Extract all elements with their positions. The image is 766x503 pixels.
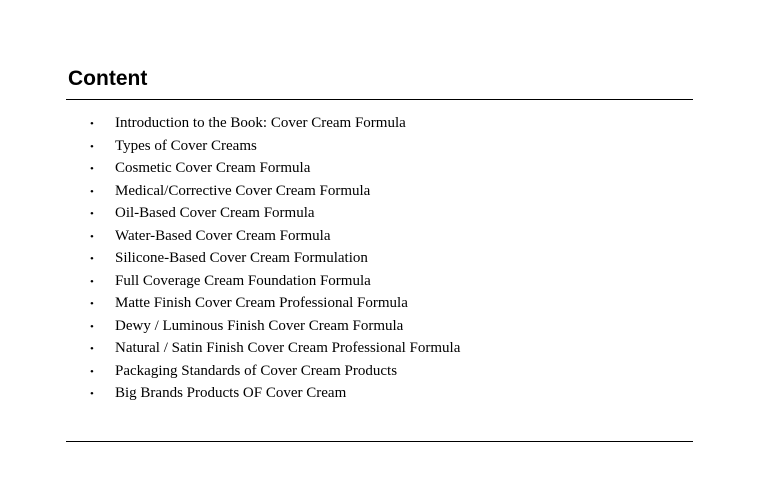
bullet-icon: •	[90, 208, 94, 220]
bullet-icon: •	[90, 298, 94, 310]
list-item	[88, 225, 460, 248]
bullet-icon: •	[90, 343, 94, 355]
list-item-text: Introduction to the Book: Cover Cream Formula	[115, 115, 406, 131]
list-item-text: Water-Based Cover Cream Formula	[115, 227, 331, 244]
list-item	[88, 270, 460, 293]
list-item	[88, 180, 460, 203]
bullet-icon: •	[90, 230, 94, 243]
list-item-text: Dewy / Luminous Finish Cover Cream Formula	[115, 317, 404, 334]
bullet-icon: •	[90, 118, 94, 130]
bullet-icon: •	[90, 388, 94, 400]
bullet-icon: •	[90, 185, 94, 198]
list-item	[88, 337, 460, 360]
bullet-icon: •	[90, 163, 94, 175]
bullet-icon: •	[90, 253, 94, 265]
bullet-icon: •	[90, 275, 94, 288]
list-item-text: Types of Cover Creams	[115, 137, 257, 154]
list-item-text: Medical/Corrective Cover Cream Formula	[115, 182, 371, 199]
list-item-text: Silicone-Based Cover Cream Formulation	[115, 250, 368, 266]
top-divider	[66, 99, 693, 100]
bullet-icon: •	[90, 365, 94, 378]
list-item	[88, 360, 460, 383]
list-item	[88, 382, 460, 405]
list-item-text: Big Brands Products OF Cover Cream	[115, 385, 347, 401]
list-item-text: Oil-Based Cover Cream Formula	[115, 205, 315, 221]
list-item-text: Packaging Standards of Cover Cream Products	[115, 362, 398, 379]
list-item-text: Cosmetic Cover Cream Formula	[115, 160, 311, 176]
list-item	[88, 112, 460, 135]
list-item	[88, 135, 460, 158]
list-item-text: Natural / Satin Finish Cover Cream Professional Formula	[115, 340, 461, 356]
list-item	[88, 315, 460, 338]
bullet-icon: •	[90, 320, 94, 333]
table-of-contents	[88, 112, 460, 405]
list-item	[88, 202, 460, 225]
list-item	[88, 157, 460, 180]
list-item-text: Full Coverage Cream Foundation Formula	[115, 272, 371, 289]
bottom-divider	[66, 441, 693, 442]
list-item-text: Matte Finish Cover Cream Professional Formula	[115, 295, 408, 311]
list-item	[88, 292, 460, 315]
list-item	[88, 247, 460, 270]
page-title: Content	[68, 67, 148, 90]
bullet-icon: •	[90, 140, 94, 153]
